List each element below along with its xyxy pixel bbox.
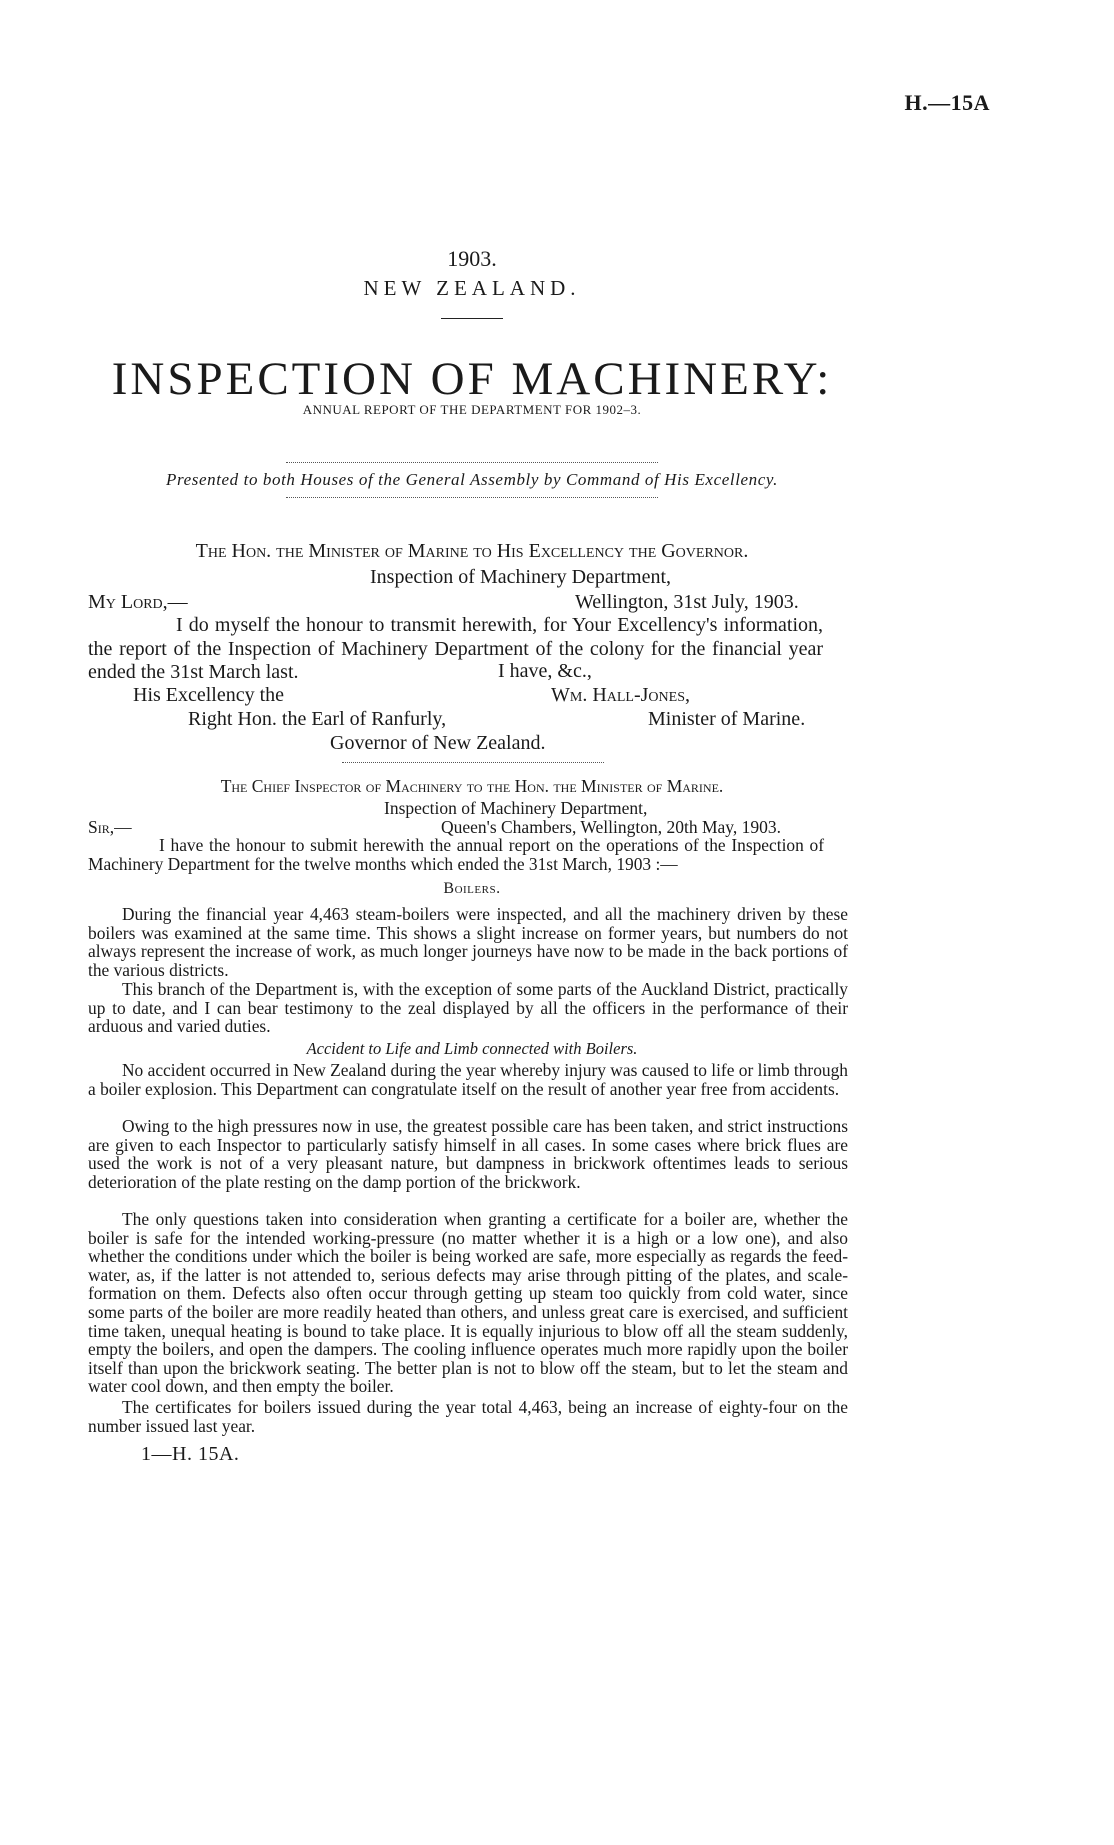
paragraph-high-pressures: Owing to the high pressures now in use, the greatest possible care has been taken, and strict instructions are given to each Inspector to particularly satisfy himself in all cases. In some cases where brick flues are used the work is not of a very pleasant nature, but dampness in brickwork oftentimes leads to serious deterioration of the plate resting on the damp portion of the brickwork. — [88, 1116, 848, 1192]
letter1-signatory-title: Minister of Marine. — [648, 708, 806, 730]
section-heading-boilers: Boilers. — [443, 880, 501, 897]
report-reference-code: H.—15A — [904, 90, 990, 115]
paragraph-no-accident: No accident occurred in New Zealand during the year whereby injury was caused to life or limb through a boiler explosion. This Department can congratulate itself on the result of another year free from accidents. — [88, 1060, 848, 1099]
presented-bottom-rule — [286, 497, 658, 498]
letter1-salutation: My Lord,— — [88, 591, 188, 613]
letter1-signatory: Wm. Hall-Jones, — [551, 684, 690, 706]
paragraph-boilers-inspected: During the financial year 4,463 steam-boilers were inspected, and all the machinery driven by these boilers was examined at the same time. This shows a slight increase on former years, but numbers do not always represent the increase of work, as much longer journeys have now to be made in the back portions of the various districts. — [88, 904, 848, 980]
paragraph-certificates-issued: The certificates for boilers issued during the year total 4,463, being an increase of eighty-four on the number issued last year. — [88, 1397, 848, 1436]
country-name: NEW ZEALAND. — [363, 276, 581, 300]
letter2-salutation: Sir,— — [88, 817, 132, 837]
presented-top-rule — [286, 462, 658, 463]
letter2-address-line1: Inspection of Machinery Department, — [384, 798, 648, 818]
letter1-address-line2: Wellington, 31st July, 1903. — [575, 591, 799, 613]
letter1-closing: I have, &c., — [498, 660, 592, 682]
sheet-signature-mark: 1—H. 15A. — [141, 1443, 240, 1465]
report-subtitle: ANNUAL REPORT OF THE DEPARTMENT FOR 1902–3. — [302, 402, 642, 417]
report-year: 1903. — [447, 246, 497, 271]
letter1-address-line1: Inspection of Machinery Department, — [370, 566, 672, 588]
letter2-heading: The Chief Inspector of Machinery to the Hon. the Minister of Marine. — [220, 776, 724, 796]
section-heading-accident: Accident to Life and Limb connected with Boilers. — [306, 1039, 638, 1058]
paragraph-certificate-questions: The only questions taken into consideration when granting a certificate for a boiler are, whether the boiler is safe for the intended working-pressure (no matter whether it is a high or a low one), and also whether the conditions under which the boiler is being worked are safe, more especially as regards the feed-water, as, if the latter is not attended to, serious defects may arise through pitting of the plates, and scale-formation on them. Defects also often occur through getting up steam too quickly from cold water, since some parts of the boiler are more readily heated than others, and unless great care is exercised, and sufficient time taken, unequal heating is bound to take place. It is equally injurious to blow off all the steam suddenly, empty the boilers, and open the dampers. The cooling influence operates much more rapidly upon the boiler itself than upon the brickwork seating. The better plan is not to blow off the steam, but to let the steam and water cool down, and then empty the boiler. — [88, 1209, 848, 1397]
letter2-intro: I have the honour to submit herewith the annual report on the operations of the Inspection of Machinery Department for the twelve months which ended the 31st March, 1903 :— — [88, 835, 824, 874]
report-title: INSPECTION OF MACHINERY: — [111, 353, 833, 405]
letter1-body: I do myself the honour to transmit herewith, for Your Excellency's information, the report of the Inspection of Machinery Department of the colony for the financial year ended the 31st March last. — [88, 614, 823, 683]
letter1-addressee-line1: His Excellency the — [133, 684, 285, 706]
title-short-rule — [441, 318, 503, 319]
letter1-heading: The Hon. the Minister of Marine to His Excellency the Governor. — [195, 540, 749, 562]
letter2-address-line2: Queen's Chambers, Wellington, 20th May, 1903. — [441, 817, 782, 837]
paragraph-branch-up-to-date: This branch of the Department is, with the exception of some parts of the Auckland District, practically up to date, and I can bear testimony to the zeal displayed by all the officers in the performance of their arduous and varied duties. — [88, 979, 848, 1037]
letter1-addressee-line3: Governor of New Zealand. — [330, 732, 546, 754]
presented-statement: Presented to both Houses of the General Assembly by Command of His Excellency. — [166, 470, 778, 489]
letter-separator-rule — [342, 762, 604, 763]
letter1-addressee-line2: Right Hon. the Earl of Ranfurly, — [188, 708, 447, 730]
